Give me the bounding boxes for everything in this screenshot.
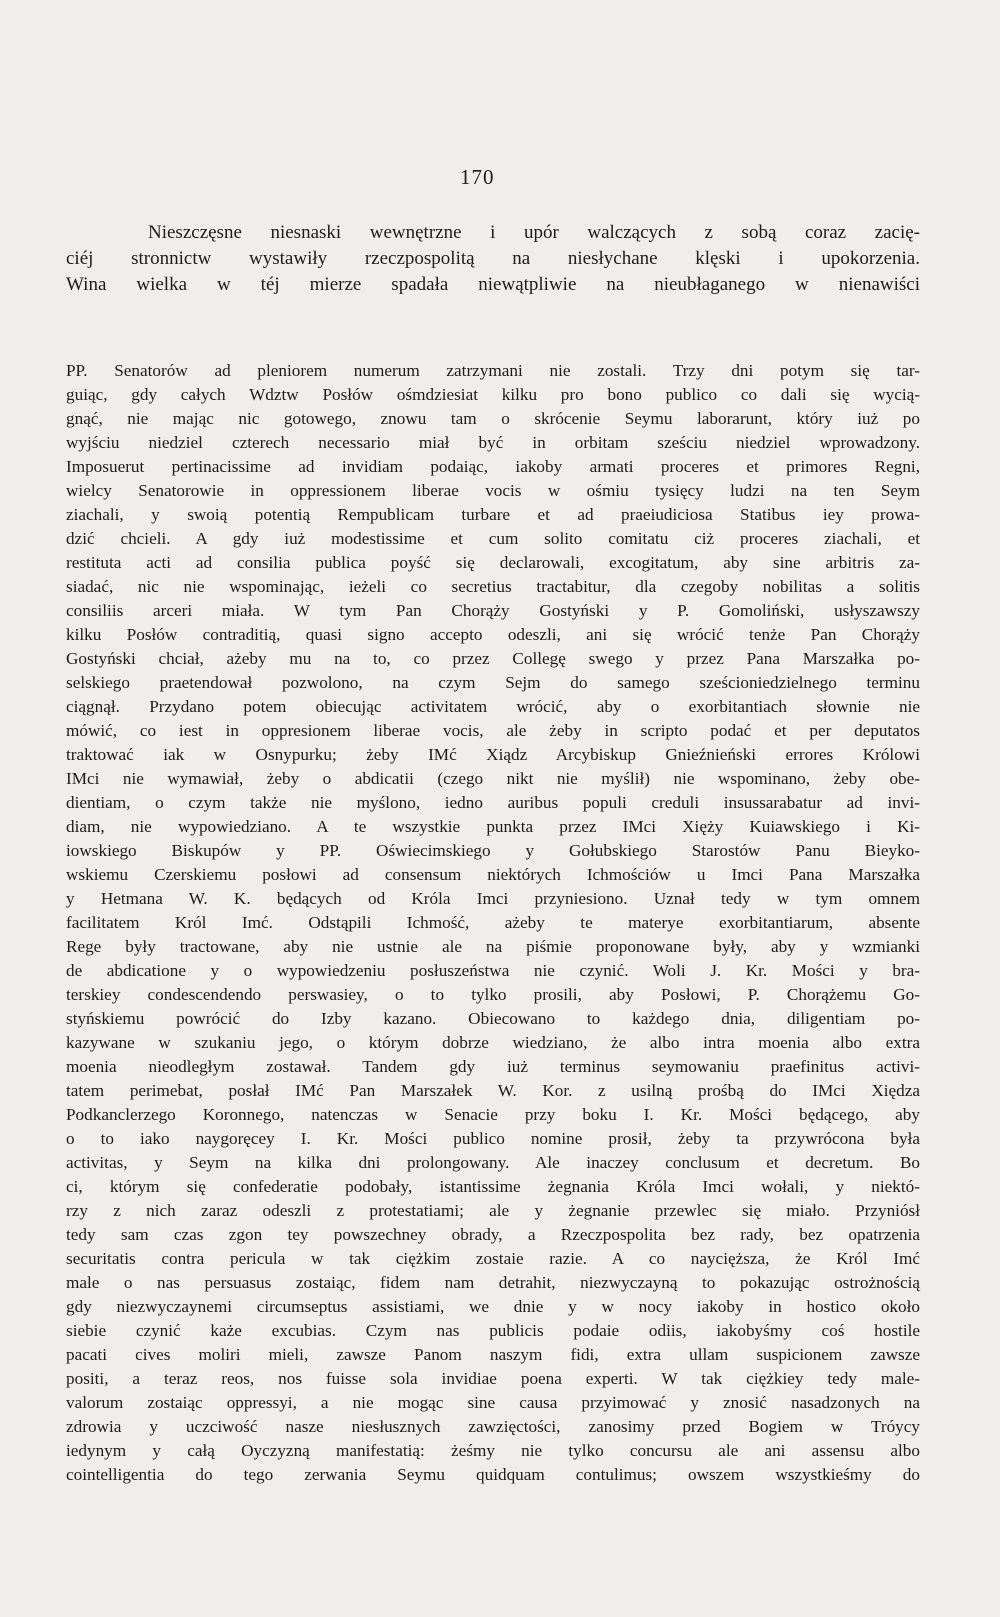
text-line: diam, nie wypowiedziano. A te wszystkie punkta przez IMci Xięży Kuiawskiego i Ki- xyxy=(66,817,920,836)
text-line: siadać, nic nie wspominając, ieżeli co secretius tractabitur, dla czegoby nobilitas a solitis xyxy=(66,577,920,596)
text-line: IMci nie wymawiał, żeby o abdicatii (czego nikt nie myślił) nie wspominano, żeby obe- xyxy=(66,769,920,788)
text-line: terskiey condescendendo perswasiey, o to tylko prosili, aby Posłowi, P. Chorążemu Go- xyxy=(66,985,920,1004)
text-line: selskiego praetendował pozwolono, na czym Sejm do samego sześcioniedzielnego terminu xyxy=(66,673,920,692)
text-line: wyjściu niedziel czterech necessario miał być in orbitam sześciu niedziel wprowadzony. xyxy=(66,433,920,452)
text-line: moenia nieodległym zostawał. Tandem gdy iuż terminus seymowaniu praefinitus activi- xyxy=(66,1057,920,1076)
text-line: zdrowia y uczciwość nasze niesłusznych zawzięctości, zanosimy przed Bogiem w Tróycy xyxy=(66,1417,920,1436)
text-line: dzić chcieli. A gdy iuż modestissime et cum solito comitatu ciż proceres ziachali, et xyxy=(66,529,920,548)
text-line: gnąć, nie mając nic gotowego, znowu tam o skrócenie Seymu laborarunt, który iuż po xyxy=(66,409,920,428)
text-line: ci, którym się confederatie podobały, istantissime żegnania Króla Imci wołali, y niektó- xyxy=(66,1177,920,1196)
text-line: Imposuerut pertinacissime ad invidiam podaiąc, iakoby armati proceres et primores Regni, xyxy=(66,457,920,476)
text-line: pacati cives moliri mieli, zawsze Panom naszym fidi, extra ullam suspicionem zawsze xyxy=(66,1345,920,1364)
text-line: wielcy Senatorowie in oppressionem liberae vocis w ośmiu tysięcy ludzi na ten Seym xyxy=(66,481,920,500)
text-line: Nieszczęsne niesnaski wewnętrzne i upór walczących z sobą coraz zacię- xyxy=(148,222,920,243)
text-line: iedynym y całą Oyczyzną manifestatią: żeśmy nie tylko concursu ale ani assensu albo xyxy=(66,1441,920,1460)
text-line: consiliis arceri miała. W tym Pan Chorąży Gostyński y P. Gomoliński, usłyszawszy xyxy=(66,601,920,620)
text-line: mówić, co iest in oppresionem liberae vocis, ale żeby in scripto podać et per deputatos xyxy=(66,721,920,740)
text-line: Rege były tractowane, aby nie ustnie ale na piśmie proponowane były, aby y wzmianki xyxy=(66,937,920,956)
text-line: ziachali, y swoią potentią Rempublicam turbare et ad praeiudiciosa Statibus iey prowa- xyxy=(66,505,920,524)
text-line: y Hetmana W. K. będących od Króla Imci przyniesiono. Uznał tedy w tym omnem xyxy=(66,889,920,908)
page-number: 170 xyxy=(460,165,495,189)
text-line: tatem perimebat, posłał IMć Pan Marszałek W. Kor. z usilną prośbą do IMci Xiędza xyxy=(66,1081,920,1100)
text-line: facilitatem Król Imć. Odstąpili Ichmość, ażeby te materye exorbitantiarum, absente xyxy=(66,913,920,932)
text-line: cointelligentia do tego zerwania Seymu quidquam contulimus; owszem wszystkieśmy do xyxy=(66,1465,920,1484)
text-line: siebie czynić każe excubias. Czym nas publicis podaie odiis, iakobyśmy coś hostile xyxy=(66,1321,920,1340)
text-line: dientiam, o czym także nie myślono, iedno auribus populi creduli insussarabatur ad invi- xyxy=(66,793,920,812)
text-line: kazywane w szukaniu jego, o którym dobrze wiedziano, że albo intra moenia albo extra xyxy=(66,1033,920,1052)
text-line: kilku Posłów contraditią, quasi signo accepto odeszli, ani się wrócić tenże Pan Chorąży xyxy=(66,625,920,644)
text-line: securitatis contra pericula w tak ciężkim zostaie razie. A co naycięższa, że Król Imć xyxy=(66,1249,920,1268)
text-line: ciéj stronnictw wystawiły rzeczpospolitą na niesłychane klęski i upokorzenia. xyxy=(66,248,920,269)
text-line: rzy z nich zaraz odeszli z protestatiami; ale y żegnanie przewlec się miało. Przyniósł xyxy=(66,1201,920,1220)
text-line: positi, a teraz reos, nos fuisse sola invidiae poena experti. W tak ciężkiey tedy male- xyxy=(66,1369,920,1388)
text-line: gdy niezwyczaynemi circumseptus assistiami, we dnie y w nocy iakoby in hostico około xyxy=(66,1297,920,1316)
text-line: styńskiemu powrócić do Izby kazano. Obiecowano to każdego dnia, diligentiam po- xyxy=(66,1009,920,1028)
text-line: Gostyński chciał, ażeby mu na to, co przez Collegę swego y przez Pana Marszałka po- xyxy=(66,649,920,668)
text-line: wskiemu Czerskiemu posłowi ad consensum niektórych Ichmościów u Imci Pana Marszałka xyxy=(66,865,920,884)
text-line: Wina wielka w téj mierze spadała niewątpliwie na nieubłaganego w nienawiści xyxy=(66,274,920,295)
text-line: Podkanclerzego Koronnego, natenczas w Senacie przy boku I. Kr. Mości będącego, aby xyxy=(66,1105,920,1124)
text-line: iowskiego Biskupów y PP. Oświecimskiego y Gołubskiego Starostów Panu Bieyko- xyxy=(66,841,920,860)
text-line: valorum zostaiąc oppressyi, a nie mogąc sine causa przyimować y znosić nasadzonych na xyxy=(66,1393,920,1412)
text-line: PP. Senatorów ad pleniorem numerum zatrzymani nie zostali. Trzy dni potym się tar- xyxy=(66,361,920,380)
text-line: traktować iak w Osnypurku; żeby IMć Xiądz Arcybiskup Gnieźnieński errores Królowi xyxy=(66,745,920,764)
text-line: ciągnął. Przydano potem obiecując activitatem wrócić, aby o exorbitantiach słownie nie xyxy=(66,697,920,716)
text-line: restituta acti ad consilia publica poyść się declarowali, excogitatum, aby sine arbitris za- xyxy=(66,553,920,572)
text-line: o to iako naygoręcey I. Kr. Mości publico nomine prosił, żeby ta przywrócona była xyxy=(66,1129,920,1148)
text-line: tedy sam czas zgon tey powszechney obrady, a Rzeczpospolita bez rady, bez opatrzenia xyxy=(66,1225,920,1244)
text-line: de abdicatione y o wypowiedzeniu posłuszeństwa nie czynić. Woli J. Kr. Mości y bra- xyxy=(66,961,920,980)
text-line: activitas, y Seym na kilka dni prolongowany. Ale inaczey conclusum et decretum. Bo xyxy=(66,1153,920,1172)
text-line: male o nas persuasus zostaiąc, fidem nam detrahit, niezwyczayną to pokazując ostrożnością xyxy=(66,1273,920,1292)
text-line: guiąc, gdy całych Wdztw Posłów ośmdziesiat kilku pro bono publico co dali się wycią- xyxy=(66,385,920,404)
